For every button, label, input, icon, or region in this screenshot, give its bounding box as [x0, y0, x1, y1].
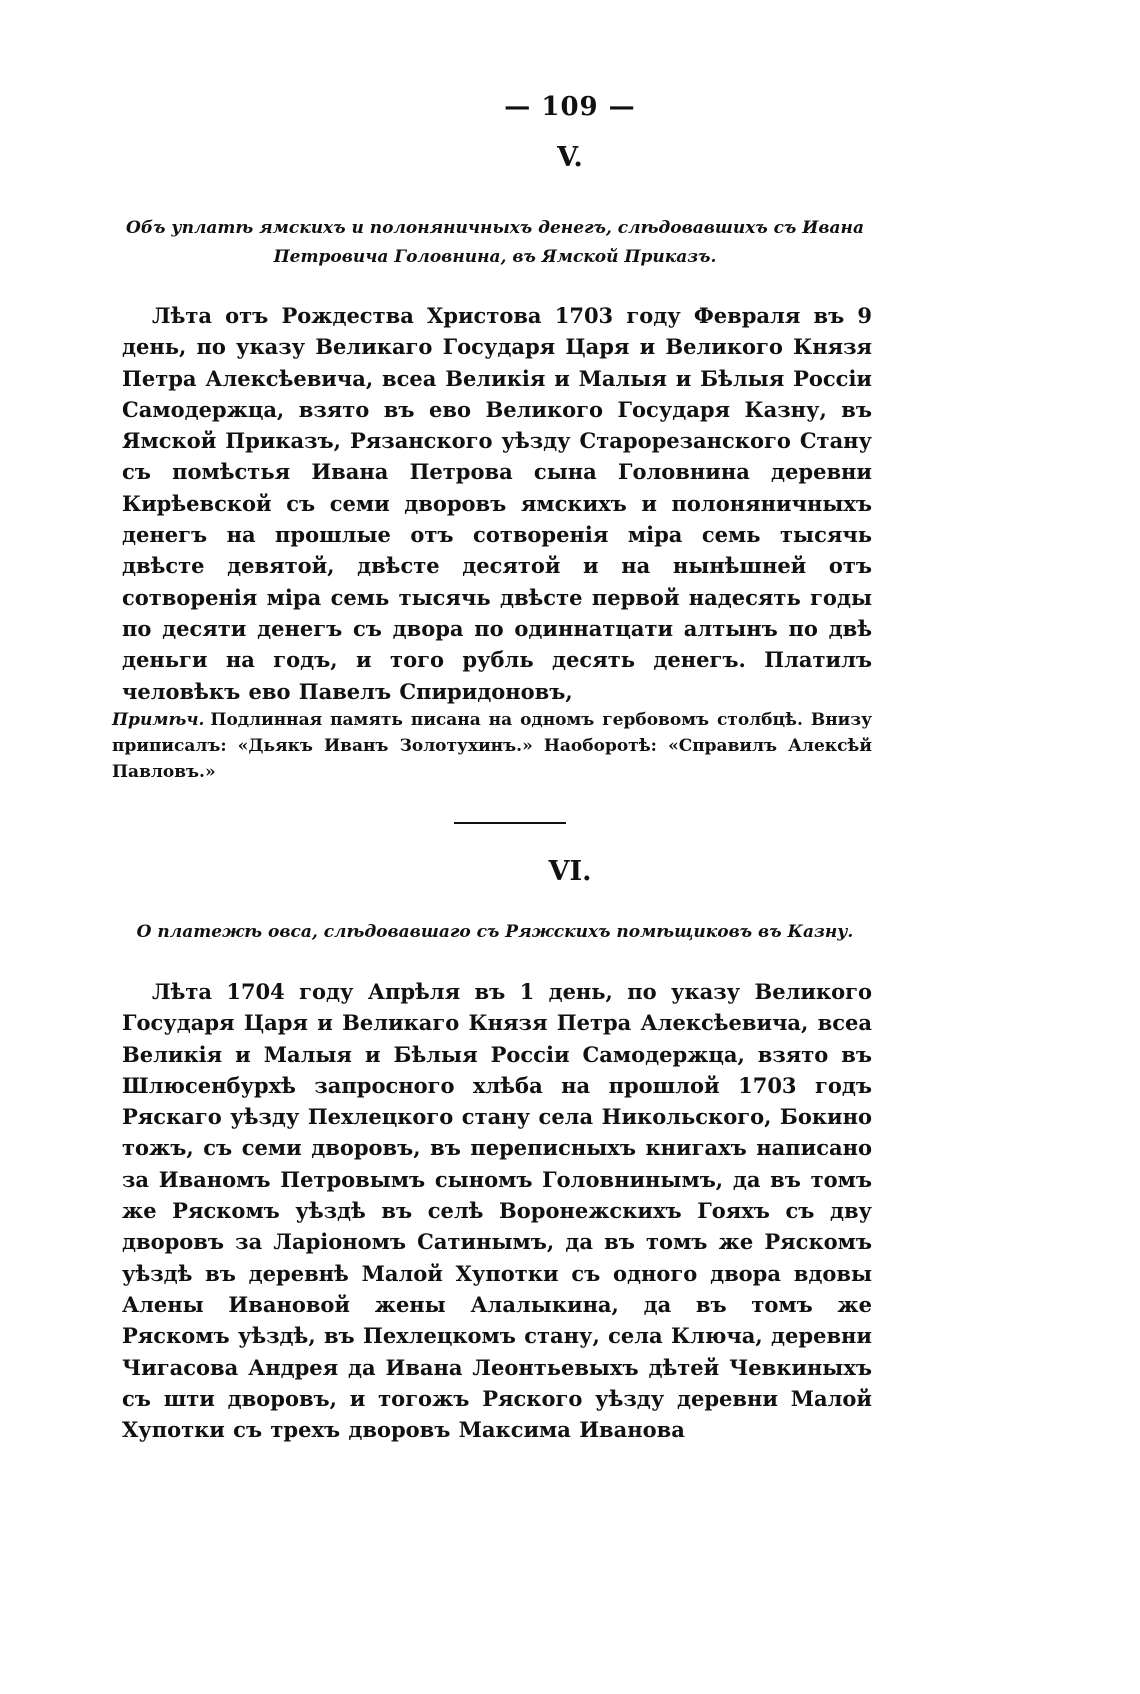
section-v-title: Объ уплатѣ ямскихъ и полоняничныхъ денегъ, слѣдовавшихъ съ Ивана Петровича Головнина, въ Ямской Приказъ. [126, 218, 864, 267]
section-vi-body: Лѣта 1704 году Апрѣля въ 1 день, по указу Великого Государя Царя и Великаго Князя Петра Алексѣевича, всеа Великія и Малыя и Бѣлыя Россіи Самодержца, взято въ Шлюсенбурхѣ запросного хлѣба на прошлой 1703 годъ Ряскаго уѣзду Пехлецкого стану села Никольского, Бокино тожъ, съ семи дворовъ, въ переписныхъ книгахъ написано за Иваномъ Петровымъ сыномъ Головнинымъ, да въ томъ же Ряскомъ уѣздѣ въ селѣ Воронежскихъ Гояхъ съ дву дворовъ за Ларіономъ Сатинымъ, да въ томъ же Ряскомъ уѣздѣ въ деревнѣ Малой Хупотки съ одного двора вдовы Алены Ивановой жены Алалыкина, да въ томъ же Ряскомъ уѣздѣ, въ Пехлецкомъ стану, села Ключа, деревни Чигасова Андрея да Ивана Леонтьевыхъ дѣтей Чевкиныхъ съ шти дворовъ, и тогожъ Ряского уѣзду деревни Малой Хупотки съ трехъ дворовъ Максима Иванова [122, 979, 872, 1443]
section-v-numeral: V. [557, 142, 583, 173]
section-vi-title: О платежѣ овса, слѣдовавшаго съ Ряжскихъ помѣщиковъ въ Казну. [136, 922, 854, 942]
section-divider [454, 822, 566, 824]
page-number: — 109 — [504, 92, 636, 122]
section-vi-numeral: VI. [548, 856, 592, 887]
section-v-body: Лѣта отъ Рождества Христова 1703 году Февраля въ 9 день, по указу Великаго Государя Царя и Великого Князя Петра Алексѣевича, всеа Великія и Малыя и Бѣлыя Россіи Самодержца, взято въ ево Великого Государя Казну, въ Ямской Приказъ, Рязанского уѣзду Старорезанского Стану съ помѣстья Ивана Петрова сына Головнина деревни Кирѣевской съ семи дворовъ ямскихъ и полоняничныхъ денегъ на прошлые отъ сотворенія міра семь тысячь двѣсте девятой, двѣсте десятой и на нынѣшней отъ сотворенія міра семь тысячь двѣсте первой надесять годы по десяти денегъ съ двора по одиннатцати алтынъ по двѣ деньги на годъ, и того рубль десять денегъ. Платилъ человѣкъ ево Павелъ Спиридоновъ, [122, 303, 872, 704]
note-label: Примѣч. [112, 710, 205, 730]
note-text: Подлинная память писана на одномъ гербовомъ столбцѣ. Внизу приписалъ: «Дьякъ Иванъ Золотухинъ.» Наоборотѣ: «Справилъ Алексѣй Павловъ.» [112, 710, 872, 782]
section-v-note [112, 707, 872, 785]
